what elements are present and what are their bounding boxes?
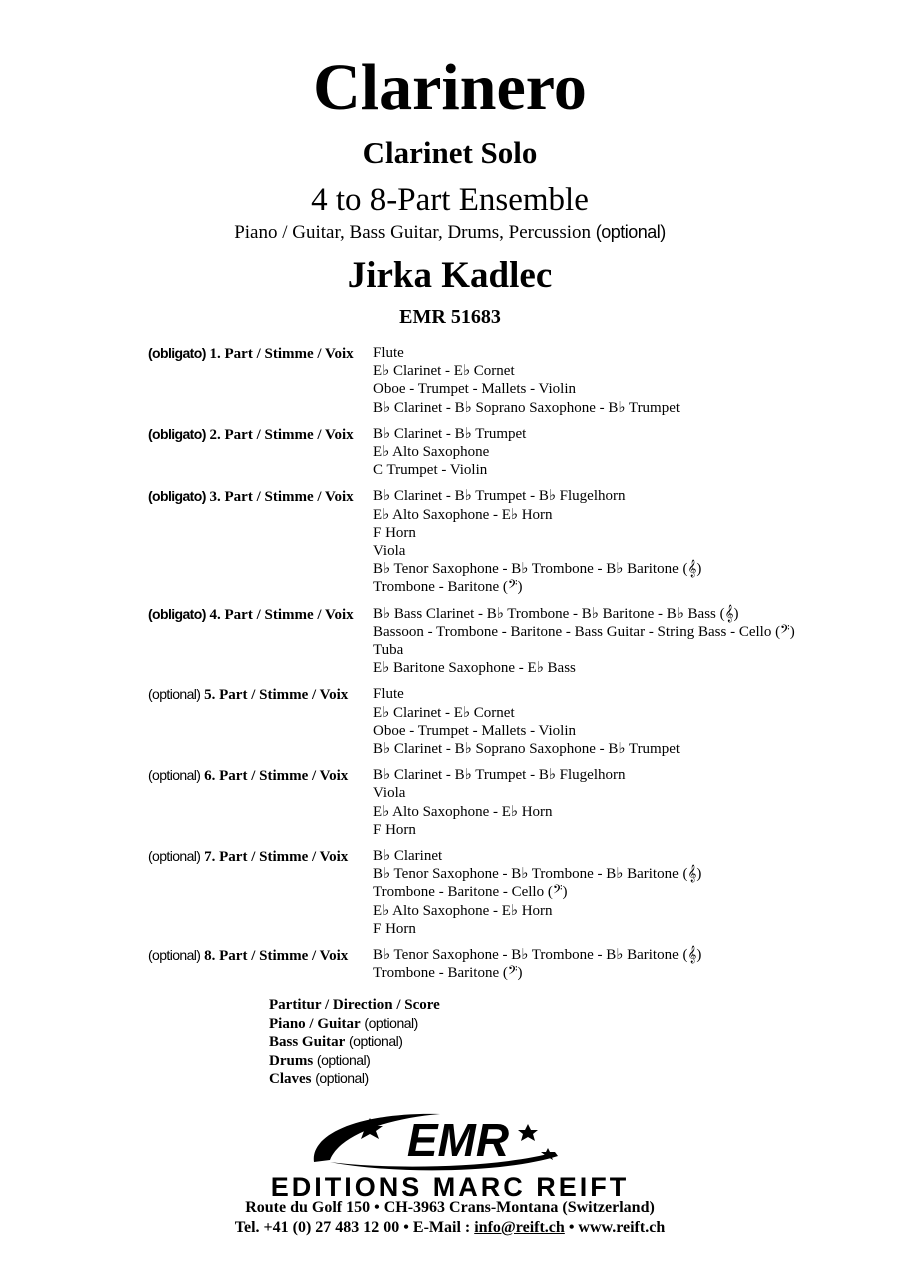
logo-text: EMR (406, 1114, 510, 1166)
extra-part-name: Bass Guitar (269, 1034, 346, 1050)
part-status: (obligato) (148, 488, 206, 505)
instrument-line: B♭ Tenor Saxophone - B♭ Trombone - B♭ Baritone (𝄞) (373, 561, 702, 578)
part-row (0, 487, 900, 596)
instrument-line: B♭ Tenor Saxophone - B♭ Trombone - B♭ Baritone (𝄞) (373, 947, 702, 964)
instrument-line: E♭ Alto Saxophone - E♭ Horn (373, 803, 553, 820)
instrument-line: B♭ Clarinet (373, 848, 443, 865)
part-row (0, 946, 900, 982)
part-label (0, 685, 373, 758)
instrument-line: Flute (373, 686, 404, 703)
extra-part (269, 1015, 440, 1034)
instrument-line: E♭ Alto Saxophone (373, 444, 490, 461)
part-status: (obligato) (148, 605, 206, 622)
extras-list (269, 997, 440, 1089)
part-status: (obligato) (148, 425, 206, 442)
instrument-line: E♭ Alto Saxophone - E♭ Horn (373, 902, 553, 919)
part-status: (optional) (148, 767, 201, 784)
instrument-line: E♭ Alto Saxophone - E♭ Horn (373, 506, 553, 523)
part-number: 6. Part / Stimme / Voix (204, 768, 349, 785)
instrument-line: B♭ Tenor Saxophone - B♭ Trombone - B♭ Baritone (𝄞) (373, 866, 702, 883)
part-row (0, 847, 900, 938)
instrument-line: Trombone - Baritone - Cello (𝄢) (373, 884, 568, 901)
score-subtitle: Clarinet Solo (362, 135, 538, 170)
part-label (0, 344, 373, 417)
part-status: (optional) (148, 686, 201, 703)
part-number: 7. Part / Stimme / Voix (204, 849, 349, 866)
rhythm-section-note: (optional) (595, 222, 666, 242)
extra-part-name: Claves (269, 1071, 312, 1087)
instrument-line: Viola (373, 543, 406, 560)
instrument-line: Trombone - Baritone (𝄢) (373, 579, 523, 596)
parts-list (0, 344, 900, 991)
part-label (0, 487, 373, 596)
star-icon-right (518, 1124, 538, 1141)
extra-part (269, 1070, 440, 1089)
part-instruments (373, 487, 701, 596)
part-row (0, 425, 900, 480)
instrument-line: B♭ Clarinet - B♭ Trumpet (373, 425, 527, 442)
part-instruments (373, 605, 795, 678)
rhythm-section (0, 220, 900, 245)
instrument-line: F Horn (373, 524, 416, 541)
publisher-name: EDITIONS MARC REIFT (270, 1172, 630, 1202)
composer-name: Jirka Kadlec (347, 255, 553, 296)
emr-logo (300, 1104, 600, 1174)
part-status: (obligato) (148, 345, 206, 361)
part-row (0, 605, 900, 678)
extra-part (269, 1033, 440, 1052)
instrument-line: Viola (373, 785, 406, 802)
extra-part-note: (optional) (364, 1014, 418, 1031)
part-status: (optional) (148, 848, 201, 865)
rhythm-section-text: Piano / Guitar, Bass Guitar, Drums, Percussion (234, 222, 591, 243)
extra-part-note: (optional) (349, 1033, 403, 1049)
part-instruments (373, 425, 526, 480)
instrument-line: Oboe - Trumpet - Mallets - Violin (373, 381, 576, 398)
instrument-line: B♭ Clarinet - B♭ Soprano Saxophone - B♭ Trumpet (373, 399, 681, 416)
instrument-line: F Horn (373, 920, 416, 937)
part-row (0, 766, 900, 839)
instrument-line: Tuba (373, 642, 404, 659)
instrument-line: Flute (373, 345, 404, 361)
part-label (0, 847, 373, 938)
contact-website: • www.reift.ch (564, 1219, 666, 1236)
part-number: 3. Part / Stimme / Voix (209, 489, 354, 506)
instrument-line: Trombone - Baritone (𝄢) (373, 965, 523, 982)
part-number: 8. Part / Stimme / Voix (204, 948, 349, 965)
instrument-line: E♭ Clarinet - E♭ Cornet (373, 704, 515, 721)
publisher-contact (0, 1218, 900, 1238)
instrument-line: Bassoon - Trombone - Baritone - Bass Guitar - String Bass - Cello (𝄢) (373, 623, 795, 640)
extra-part-name: Piano / Guitar (269, 1015, 361, 1032)
part-instruments (373, 847, 701, 938)
instrument-line: Oboe - Trumpet - Mallets - Violin (373, 722, 576, 739)
instrument-line: E♭ Baritone Saxophone - E♭ Bass (373, 660, 576, 677)
instrument-line: C Trumpet - Violin (373, 462, 488, 479)
instrument-line: F Horn (373, 821, 416, 838)
part-label (0, 425, 373, 480)
part-number: 1. Part / Stimme / Voix (209, 346, 354, 362)
score-title: Clarinero (313, 51, 587, 124)
extra-part-note: (optional) (316, 1051, 371, 1068)
part-row (0, 344, 900, 417)
part-label (0, 946, 373, 982)
part-instruments (373, 685, 680, 758)
instrument-line: B♭ Clarinet - B♭ Trumpet - B♭ Flugelhorn (373, 767, 626, 784)
part-row (0, 685, 900, 758)
contact-email[interactable]: info@reift.ch (474, 1219, 565, 1236)
ensemble-size: 4 to 8-Part Ensemble (311, 182, 589, 218)
part-instruments (373, 766, 625, 839)
part-number: 5. Part / Stimme / Voix (204, 687, 349, 704)
part-label (0, 605, 373, 678)
instrument-line: B♭ Clarinet - B♭ Trumpet - B♭ Flugelhorn (373, 488, 626, 505)
catalog-number: EMR 51683 (399, 306, 501, 328)
part-number: 2. Part / Stimme / Voix (209, 426, 354, 443)
extra-part (269, 997, 440, 1015)
part-number: 4. Part / Stimme / Voix (209, 606, 354, 623)
extra-part-name: Drums (269, 1052, 314, 1069)
contact-phone: Tel. +41 (0) 27 483 12 00 • E-Mail : (234, 1219, 475, 1236)
extra-part (269, 1052, 440, 1071)
instrument-line: B♭ Clarinet - B♭ Soprano Saxophone - B♭ Trumpet (373, 741, 681, 758)
instrument-line: B♭ Bass Clarinet - B♭ Trombone - B♭ Baritone - B♭ Bass (𝄞) (373, 605, 739, 622)
instrument-line: E♭ Clarinet - E♭ Cornet (373, 363, 515, 380)
extra-part-note: (optional) (315, 1070, 369, 1086)
part-status: (optional) (148, 947, 201, 964)
publisher-address: Route du Golf 150 • CH-3963 Crans-Montana (Switzerland) (245, 1199, 655, 1216)
part-instruments (373, 946, 701, 982)
part-label (0, 766, 373, 839)
extra-part-name: Partitur / Direction / Score (269, 997, 440, 1013)
part-instruments (373, 344, 680, 417)
